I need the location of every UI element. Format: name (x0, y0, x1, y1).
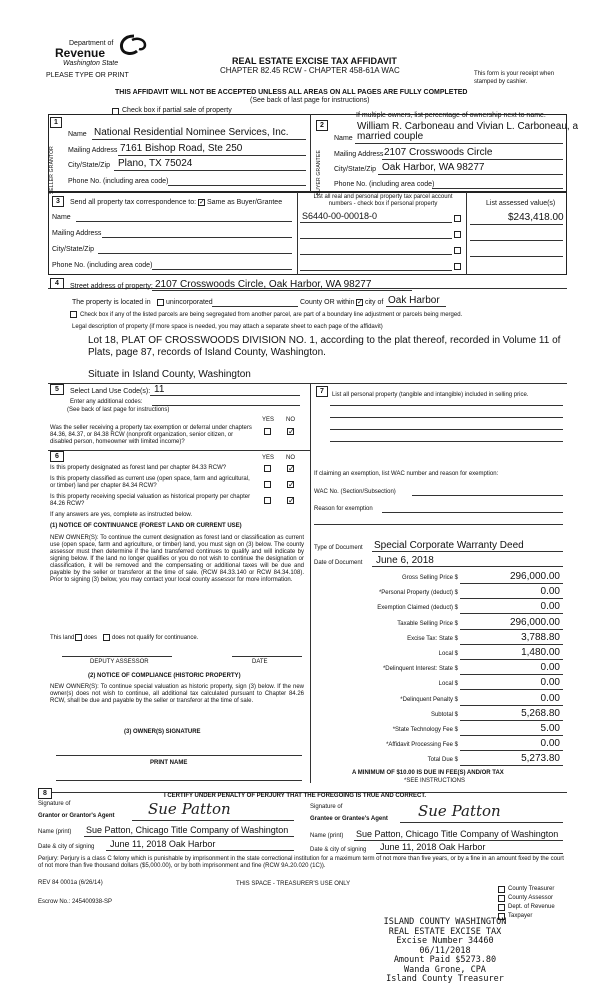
deputy-assessor-label: DEPUTY ASSESSOR (90, 659, 149, 665)
assessed-value[interactable]: $243,418.00 (508, 212, 564, 223)
print-name-label: PRINT NAME (150, 760, 188, 766)
unincorporated-checkbox[interactable] (157, 299, 164, 306)
dept-line1: Department of (69, 40, 114, 47)
grantor-name-label: Name (print) (38, 829, 72, 835)
legal-line1[interactable]: Lot 18, PLAT OF CROSSWOODS DIVISION NO. 1, according to the plat thereof, recorded in Volume 11 of (88, 335, 561, 346)
form-revision: REV 84 0001a (6/26/14) (38, 880, 103, 886)
grantee-agent-label: Grantee or Grantee's Agent (310, 816, 388, 822)
dist-county-treasurer: County Treasurer (508, 886, 555, 892)
land-use-code[interactable]: 11 (154, 384, 165, 395)
buyer-side-label: BUYER GRANTEE (316, 150, 322, 196)
boundary-checkbox[interactable] (70, 311, 77, 318)
calc-label: *Personal Property (deduct) $ (378, 590, 458, 596)
calc-value[interactable]: 5.00 (540, 723, 560, 734)
calc-label: *Delinquent Penalty $ (400, 697, 458, 703)
additional-codes-label: Enter any additional codes: (70, 399, 143, 405)
s5-no-checkbox[interactable]: ✓ (288, 427, 295, 436)
does-label: does (84, 635, 98, 641)
s5-yes-header: YES (262, 417, 275, 423)
s6-q2: Is this property classified as current use (open space, farm and agricultural, or timber) land per chapter 84.34 RCW? (50, 476, 250, 489)
parcel3-personal-checkbox[interactable] (454, 247, 461, 254)
stamp-line: REAL ESTATE EXCISE TAX (388, 926, 502, 937)
section7-number: 7 (316, 386, 328, 397)
grantor-sig-label1: Signature of (38, 801, 71, 807)
see-back: (See back of last page for instructions) (250, 97, 370, 104)
assessed-header: List assessed value(s) (486, 200, 556, 207)
legal-label: Legal description of property (if more space is needed, you may attach a separate sheet to each page of the affidavit) (72, 324, 383, 330)
calc-label: Subtotal $ (430, 712, 458, 718)
s6-q1-no[interactable]: ✓ (288, 464, 295, 473)
does-not-label: does not qualify for continuance. (112, 635, 199, 641)
this-land-label: This land (50, 635, 75, 641)
section8-number: 8 (38, 788, 52, 799)
seller-phone-label: Phone No. (including area code) (68, 178, 169, 185)
exemption-label: If claiming an exemption, list WAC number and reason for exemption: (314, 471, 499, 477)
warning: THIS AFFIDAVIT WILL NOT BE ACCEPTED UNLESS ALL AREAS ON ALL PAGES ARE FULLY COMPLETED (115, 89, 468, 96)
same-as-buyer-label: Same as Buyer/Grantee (207, 199, 283, 206)
calc-label: *Affidavit Processing Fee $ (386, 742, 458, 748)
seller-city[interactable]: Plano, TX 75024 (118, 158, 193, 169)
parcel-header: List all real and personal property tax parcel account numbers - check box if personal property (313, 194, 453, 207)
notice1-text: NEW OWNER(S): To continue the current designation as forest land or classification as current use (open space, farm and agriculture, or timber) land, you must sign on (3) below. The county assessor must then determine if the land transferred continues to qualify and will indicate by signing below. If the land no longer qualifies or you do not wish to continue the designation or classification, it will be removed and the compensating or additional taxes will be due and payable by the seller or transferor at the time of sale. (RCW 84.33.140 or RCW 84.34.108). Prior to signing (3) below, you may contact your local county assessor for more information. (50, 535, 304, 583)
form-chapter: CHAPTER 82.45 RCW - CHAPTER 458-61A WAC (220, 66, 400, 75)
calc-value[interactable]: 5,268.80 (521, 708, 560, 719)
section5-number: 5 (50, 384, 64, 395)
grantor-date-city[interactable]: June 11, 2018 Oak Harbor (110, 839, 216, 849)
partial-sale-label: Check box if partial sale of property (122, 107, 232, 114)
dor-logo-icon (118, 34, 148, 56)
legal-line2[interactable]: Plats, page 87, records of Island County, Washington. (88, 347, 326, 358)
assessor-date-label: DATE (252, 659, 268, 665)
grantor-agent-label: Grantor or Grantor's Agent (38, 813, 115, 819)
calc-value[interactable]: 3,788.80 (521, 632, 560, 643)
grantee-name-label: Name (print) (310, 833, 344, 839)
s5-yes-checkbox[interactable] (264, 428, 271, 435)
calc-value[interactable]: 1,480.00 (521, 647, 560, 658)
buyer-phone-label: Phone No. (including area code) (334, 181, 435, 188)
calc-label: Taxable Selling Price $ (397, 621, 458, 627)
s6-no-header: NO (286, 455, 295, 461)
grantor-name[interactable]: Sue Patton, Chicago Title Company of Washington (86, 825, 289, 835)
notice1-title: (1) NOTICE OF CONTINUANCE (FOREST LAND OR CURRENT USE) (50, 523, 242, 529)
minimum-due: A MINIMUM OF $10.00 IS DUE IN FEE(S) AND/OR TAX (352, 770, 504, 776)
land-use-label: Select Land Use Code(s): (70, 388, 151, 395)
s6-yes-header: YES (262, 455, 275, 461)
stamp-line: ISLAND COUNTY WASHINGTON (383, 917, 507, 927)
section6-number: 6 (50, 451, 64, 462)
wac-label: WAC No. (Section/Subsection) (314, 489, 396, 495)
calc-value[interactable]: 0.00 (540, 662, 560, 673)
stamp-line: Excise Number 34460 (396, 936, 494, 946)
boundary-note: Check box if any of the listed parcels are being segregated from another parcel, are part of a boundary line adjustment or parcels being merged. (80, 312, 463, 318)
doc-date-label: Date of Document (314, 560, 363, 566)
dist-dor-checkbox[interactable] (498, 904, 505, 911)
located-label: The property is located in (72, 299, 151, 306)
type-or-print: PLEASE TYPE OR PRINT (46, 72, 129, 79)
grantee-date-label: Date & city of signing (310, 847, 367, 853)
escrow-number: Escrow No.: 245400938-SP (38, 899, 113, 905)
s6-if-yes: If any answers are yes, complete as instructed below. (50, 512, 193, 518)
property-city[interactable]: Oak Harbor (388, 295, 440, 306)
seller-city-label: City/State/Zip (68, 162, 111, 169)
multiple-owners-note: If multiple owners, list percentage of ownership next to name. (356, 112, 546, 119)
dist-county-assessor-checkbox[interactable] (498, 895, 505, 902)
doc-date[interactable]: June 6, 2018 (376, 555, 434, 566)
s3-mailing-label: Mailing Address (52, 230, 102, 237)
doc-type[interactable]: Special Corporate Warranty Deed (374, 540, 524, 551)
certify-statement: I CERTIFY UNDER PENALTY OF PERJURY THAT THE FOREGOING IS TRUE AND CORRECT. (164, 793, 427, 799)
does-checkbox[interactable] (75, 634, 82, 641)
street-label: Street address of property: (70, 283, 153, 290)
parcel1-personal-checkbox[interactable] (454, 215, 461, 222)
buyer-name-line1[interactable]: William R. Carboneau and Vivian L. Carboneau, a (357, 121, 579, 132)
treasurer-stamp (350, 918, 540, 985)
doc-type-label: Type of Document (314, 545, 363, 551)
parcel4-personal-checkbox[interactable] (454, 263, 461, 270)
stamp-line: 06/11/2018 (419, 945, 471, 956)
s6-q2-no[interactable]: ✓ (288, 480, 295, 489)
s3-city-label: City/State/Zip (52, 246, 95, 253)
s6-q1: Is this property designated as forest land per chapter 84.33 RCW? (50, 465, 227, 471)
city-of-checkbox[interactable]: ✓ (357, 299, 363, 306)
s3-phone-label: Phone No. (including area code) (52, 262, 153, 269)
seller-name-label: Name (68, 131, 87, 138)
calc-value[interactable]: 5,273.80 (521, 753, 560, 764)
dist-county-treasurer-checkbox[interactable] (498, 886, 505, 893)
buyer-name-label: Name (334, 135, 353, 142)
calc-value[interactable]: 0.00 (540, 677, 560, 688)
stamp-line: Amount Paid $5273.80 (393, 955, 497, 965)
additional-codes-note: (See back of last page for instructions) (67, 407, 170, 413)
section1-number: 1 (50, 117, 62, 128)
s6-q3: Is this property receiving special valuation as historical property per chapter 84.26 RCW? (50, 494, 251, 507)
same-as-buyer-checkbox[interactable]: ✓ (199, 199, 205, 206)
seller-side-label: SELLER GRANTOR (49, 146, 55, 195)
calc-value[interactable]: 0.00 (540, 601, 560, 612)
calc-value[interactable]: 0.00 (540, 693, 560, 704)
seller-name[interactable]: National Residential Nominee Services, Inc. (94, 127, 289, 138)
section3-number: 3 (52, 196, 64, 207)
s6-q3-yes[interactable] (264, 497, 271, 504)
unincorporated-label: unincorporated (166, 299, 213, 306)
stamp-line: Wanda Grone, CPA (404, 964, 486, 975)
personal-property-label: List all personal property (tangible and intangible) included in selling price. (332, 392, 529, 398)
grantor-date-label: Date & city of signing (38, 844, 95, 850)
stamp-line: Island County Treasurer (386, 974, 504, 984)
exemption-question: Was the seller receiving a property tax exemption or deferral under chapters 84.36, 84.37, or 84.38 RCW (nonprofit organization, senior citizen, or disabled person, homeowner with limited income)? (50, 425, 252, 445)
calc-label: *Delinquent Interest: State $ (382, 666, 458, 672)
treasurer-use-only: THIS SPACE - TREASURER'S USE ONLY (236, 881, 351, 887)
calc-label: Local $ (438, 651, 458, 657)
notice2-title: (2) NOTICE OF COMPLIANCE (HISTORIC PROPERTY) (88, 673, 241, 679)
calc-label: Local $ (438, 681, 458, 687)
calc-label: Excise Tax: State $ (407, 636, 458, 642)
grantee-name[interactable]: Sue Patton, Chicago Title Company of Washington (356, 829, 559, 839)
dist-county-assessor: County Assessor (508, 895, 554, 901)
grantee-signature[interactable]: Sue Patton (418, 802, 501, 820)
dist-dor: Dept. of Revenue (508, 904, 555, 910)
calc-label: Exemption Claimed (deduct) $ (377, 605, 458, 611)
reason-label: Reason for exemption (314, 506, 373, 512)
parcel-number[interactable]: S6440-00-00018-0 (302, 211, 378, 221)
seller-mailing[interactable]: 7161 Bishop Road, Ste 250 (120, 143, 243, 154)
seller-mailing-label: Mailing Address (68, 147, 118, 154)
dept-line3: Washington State (63, 60, 119, 67)
perjury-notice: Perjury: Perjury is a class C felony which is punishable by imprisonment in the state correctional institution for a maximum term of not more than five years, or by a fine in an amount fixed by the court of not more than five thousand dollars ($5,000.00), or by both imprisonment and fine (RCW 9A.20.020 (1C)). (38, 856, 564, 869)
city-of-label: city of (365, 299, 384, 306)
county-or-within: County OR within (300, 299, 355, 306)
calc-value[interactable]: 296,000.00 (509, 617, 560, 628)
parcel2-personal-checkbox[interactable] (454, 231, 461, 238)
grantee-date-city[interactable]: June 11, 2018 Oak Harbor (380, 842, 486, 852)
s6-q3-no[interactable]: ✓ (288, 496, 295, 505)
buyer-city-label: City/State/Zip (334, 166, 377, 173)
buyer-city[interactable]: Oak Harbor, WA 98277 (382, 162, 485, 173)
buyer-mailing[interactable]: 2107 Crosswoods Circle (384, 147, 493, 158)
dept-line2: Revenue (55, 46, 106, 60)
calc-value[interactable]: 0.00 (540, 738, 560, 749)
dist-taxpayer: Taxpayer (508, 913, 533, 919)
calc-value[interactable]: 296,000.00 (509, 571, 560, 582)
calc-label: Total Due $ (427, 757, 458, 763)
s6-q2-yes[interactable] (264, 481, 271, 488)
s6-q1-yes[interactable] (264, 465, 271, 472)
s5-no-header: NO (286, 417, 295, 423)
buyer-mailing-label: Mailing Address (334, 151, 384, 158)
form-title: REAL ESTATE EXCISE TAX AFFIDAVIT (232, 56, 397, 66)
calc-label: Gross Selling Price $ (401, 575, 458, 581)
s3-name-label: Name (52, 214, 71, 221)
grantor-signature[interactable]: Sue Patton (148, 800, 231, 818)
notice2-text: NEW OWNER(S): To continue special valuation as historic property, sign (3) below. If the new owner(s) does not wish to continue, all additional tax calculated pursuant to Chapter 84.26 RCW, shall be due and payable by the seller or transferor at the time of sale. (50, 684, 304, 704)
calc-value[interactable]: 0.00 (540, 586, 560, 597)
send-correspondence-label: Send all property tax correspondence to: (70, 199, 197, 206)
see-instructions: *SEE INSTRUCTIONS (404, 778, 466, 784)
legal-line3[interactable]: Situate in Island County, Washington (88, 369, 251, 380)
receipt-note: This form is your receipt when stamped by cashier. (474, 71, 555, 85)
does-not-checkbox[interactable] (103, 634, 110, 641)
section4-number: 4 (50, 278, 64, 289)
calc-label: *State Technology Fee $ (392, 727, 458, 733)
grantee-sig-label1: Signature of (310, 804, 343, 810)
section2-number: 2 (316, 120, 328, 131)
owner-signature-label: (3) OWNER(S) SIGNATURE (124, 729, 201, 735)
buyer-name-line2[interactable]: married couple (357, 131, 424, 142)
property-street[interactable]: 2107 Crosswoods Circle, Oak Harbor, WA 98277 (155, 279, 372, 290)
